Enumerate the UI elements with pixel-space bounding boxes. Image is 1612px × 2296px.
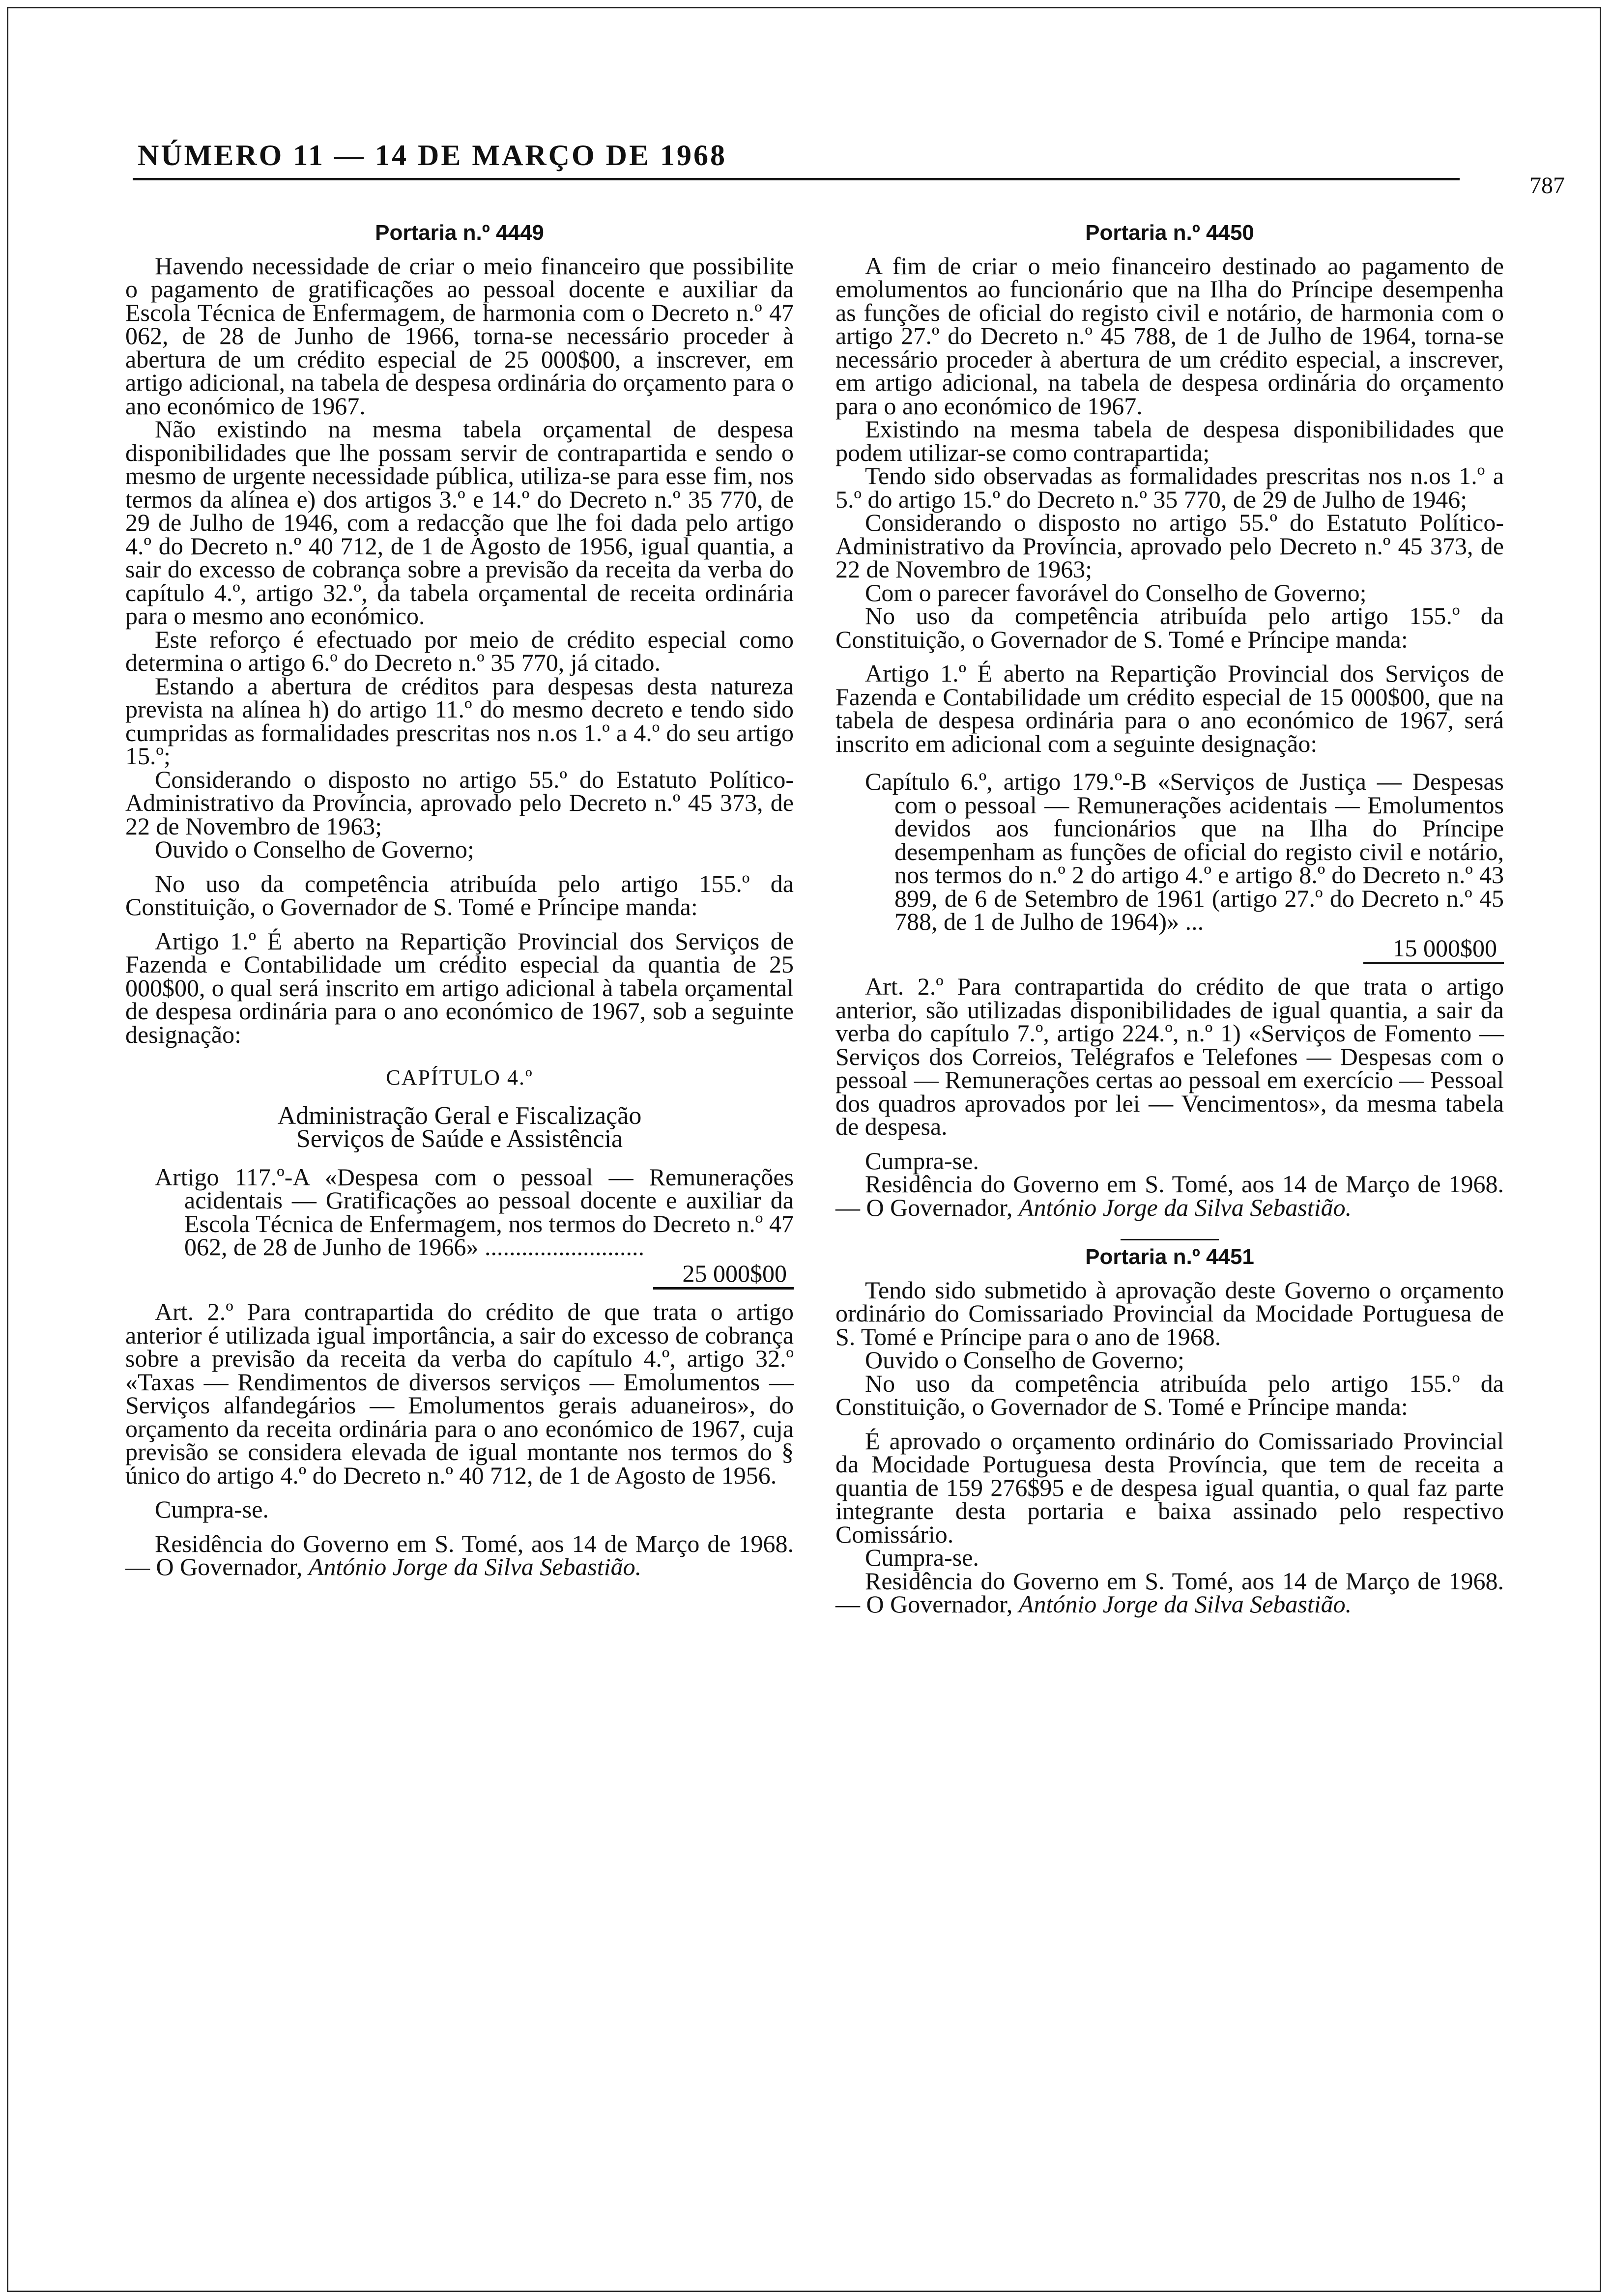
- budget-item-text: Artigo 117.º-A «Despesa com o pessoal — Remunerações acidentais — Gratificações ao pessoal docente e auxiliar da Escola Técnica de Enfermagem, nos termos do Decreto n.º 47 062, de 28 de Junho de 1966» ..........................: [155, 1163, 794, 1261]
- section-divider: [1121, 1239, 1219, 1240]
- paragraph: Art. 2.º Para contrapartida do crédito de que trata o artigo anterior, são utilizadas disponibilidades de igual quantia, a sair da verba do capítulo 7.º, artigo 224.º, n.º 1) «Serviços de Fomento — Serviços dos Correios, Telégrafos e Telefones — Despesas com o pessoal — Remunerações certas ao pessoal em exercício — Pessoal dos quadros aprovados por lei — Vencimentos», da mesma tabela de despesa.: [835, 973, 1504, 1140]
- paragraph: Considerando o disposto no artigo 55.º do Estatuto Político-Administrativo da Província, aprovado pelo Decreto n.º 45 373, de 22 de Novembro de 1963;: [835, 509, 1504, 583]
- budget-item: [865, 770, 1504, 964]
- chapter-heading: CAPÍTULO 4.º: [386, 1065, 533, 1090]
- budget-item-text: Capítulo 6.º, artigo 179.º-B «Serviços de Justiça — Despesas com o pessoal — Remunerações acidentais — Emolumentos devidos aos funcionários que na Ilha do Príncipe desempenham as funções de oficial do registo civil e notário, nos termos do n.º 2 do artigo 4.º e artigo 8.º do Decreto n.º 43 899, de 6 de Setembro de 1961 (artigo 27.º do Decreto n.º 45 788, de 1 de Julho de 1964)» ...: [865, 768, 1504, 935]
- paragraph: Ouvido o Conselho de Governo;: [155, 835, 474, 863]
- paragraph: Não existindo na mesma tabela orçamental de despesa disponibilidades que lhe possam servir de contrapartida e sendo o mesmo de urgente necessidade pública, utiliza-se para esse fim, nos termos da alínea e) dos artigos 3.º e 14.º do Decreto n.º 35 770, de 29 de Julho de 1946, com a redacção que lhe foi dada pelo artigo 4.º do Decreto n.º 40 712, de 1 de Agosto de 1956, igual quantia, a sair do excesso de cobrança sobre a previsão da receita da verba do capítulo 4.º, artigo 32.º, da tabela orçamental de receita ordinária para o mesmo ano económico.: [125, 415, 794, 630]
- paragraph: Este reforço é efectuado por meio de crédito especial como determina o artigo 6.º do Decreto n.º 35 770, já citado.: [125, 625, 794, 676]
- paragraph: Existindo na mesma tabela de despesa disponibilidades que podem utilizar-se como contrapartida;: [835, 415, 1504, 466]
- paragraph: No uso da competência atribuída pelo artigo 155.º da Constituição, o Governador de S. Tomé e Príncipe manda:: [125, 869, 794, 920]
- right-column: [835, 216, 1504, 1616]
- cumpra-se: Cumpra-se.: [155, 1495, 269, 1523]
- governor-signature: António Jorge da Silva Sebastião.: [308, 1553, 642, 1580]
- paragraph: Artigo 1.º É aberto na Repartição Provincial dos Serviços de Fazenda e Contabilidade um crédito especial da quantia de 25 000$00, o qual será inscrito em artigo adicional à tabela orçamental de despesa ordinária para o ano económico de 1967, sob a seguinte designação:: [125, 927, 794, 1048]
- paragraph: Havendo necessidade de criar o meio financeiro que possibilite o pagamento de gratificações ao pessoal docente e auxiliar da Escola Técnica de Enfermagem, de harmonia com o Decreto n.º 47 062, de 28 de Junho de 1966, torna-se necessário proceder à abertura de um crédito especial de 25 000$00, a inscrever, em artigo adicional, na tabela de despesa ordinária do orçamento para o ano económico de 1967.: [125, 252, 794, 420]
- paragraph: É aprovado o orçamento ordinário do Comissariado Provincial da Mocidade Portuguesa desta Província, que tem de receita a quantia de 159 276$95 e de despesa igual quantia, o qual faz parte integrante desta portaria e baixa assinado pelo respectivo Comissário.: [835, 1427, 1504, 1548]
- header-rule: [133, 178, 1460, 180]
- signature-line: Residência do Governo em S. Tomé, aos 14 de Março de 1968. — O Governador, António Jorge da Silva Sebastião.: [835, 1170, 1504, 1221]
- signature-line: Residência do Governo em S. Tomé, aos 14 de Março de 1968. — O Governador, António Jorge da Silva Sebastião.: [835, 1567, 1504, 1618]
- portaria-4449-title: Portaria n.º 4449: [375, 221, 544, 245]
- page-number: 787: [1529, 172, 1565, 199]
- governor-signature: António Jorge da Silva Sebastião.: [1018, 1193, 1352, 1221]
- paragraph: No uso da competência atribuída pelo artigo 155.º da Constituição, o Governador de S. Tomé e Príncipe manda:: [835, 1369, 1504, 1420]
- paragraph: Tendo sido submetido à aprovação deste Governo o orçamento ordinário do Comissariado Provincial da Mocidade Portuguesa de S. Tomé e Príncipe para o ano de 1968.: [835, 1276, 1504, 1350]
- section-subheading: Serviços de Saúde e Assistência: [296, 1125, 623, 1153]
- signature-line: Residência do Governo em S. Tomé, aos 14 de Março de 1968. — O Governador, António Jorge da Silva Sebastião.: [125, 1529, 794, 1580]
- issue-header: NÚMERO 11 — 14 DE MARÇO DE 1968: [138, 139, 727, 172]
- left-column: [125, 216, 794, 1579]
- section-heading: Administração Geral e Fiscalização: [277, 1101, 642, 1130]
- paragraph: Artigo 1.º É aberto na Repartição Provincial dos Serviços de Fazenda e Contabilidade um crédito especial de 15 000$00, que na tabela de despesa ordinária para o ano económico de 1967, será inscrito em adicional com a seguinte designação:: [835, 660, 1504, 757]
- cumpra-se: Cumpra-se.: [865, 1544, 979, 1571]
- budget-amount: 25 000$00: [653, 1262, 794, 1290]
- portaria-4450-title: Portaria n.º 4450: [1085, 221, 1254, 245]
- paragraph: Art. 2.º Para contrapartida do crédito de que trata o artigo anterior é utilizada igual importância, a sair do excesso de cobrança sobre a previsão da receita da verba do capítulo 4.º, artigo 32.º «Taxas — Rendimentos de diversos serviços — Emolumentos — Serviços alfandegários — Emolumentos gerais aduaneiros», do orçamento da receita ordinária para o ano económico de 1967, cuja previsão se considera elevada de igual montante nos termos do § único do artigo 4.º do Decreto n.º 40 712, de 1 de Agosto de 1956.: [125, 1298, 794, 1489]
- portaria-4451-title: Portaria n.º 4451: [1085, 1245, 1254, 1269]
- governor-signature: António Jorge da Silva Sebastião.: [1018, 1590, 1352, 1618]
- budget-item: [155, 1163, 794, 1290]
- paragraph: Tendo sido observadas as formalidades prescritas nos n.os 1.º a 5.º do artigo 15.º do Decreto n.º 35 770, de 29 de Julho de 1946;: [835, 462, 1504, 513]
- budget-amount: 15 000$00: [1363, 937, 1504, 965]
- paragraph: Estando a abertura de créditos para despesas desta natureza prevista na alínea h) do artigo 11.º do mesmo decreto e tendo sido cumpridas as formalidades prescritas nos n.os 1.º a 4.º do seu artigo 15.º;: [125, 672, 794, 770]
- paragraph: A fim de criar o meio financeiro destinado ao pagamento de emolumentos ao funcionário que na Ilha do Príncipe desempenha as funções de oficial do registo civil e notário, de harmonia com o artigo 27.º do Decreto n.º 45 788, de 1 de Julho de 1964, torna-se necessário proceder à abertura de um crédito especial, a inscrever, em artigo adicional, na tabela de despesa ordinária do orçamento para o ano económico de 1967.: [835, 252, 1504, 420]
- paragraph: No uso da competência atribuída pelo artigo 155.º da Constituição, o Governador de S. Tomé e Príncipe manda:: [835, 602, 1504, 653]
- paragraph: Considerando o disposto no artigo 55.º do Estatuto Político-Administrativo da Província, aprovado pelo Decreto n.º 45 373, de 22 de Novembro de 1963;: [125, 765, 794, 840]
- cumpra-se: Cumpra-se.: [865, 1147, 979, 1175]
- paragraph: Ouvido o Conselho de Governo;: [865, 1346, 1184, 1374]
- paragraph: Com o parecer favorável do Conselho de Governo;: [865, 578, 1367, 606]
